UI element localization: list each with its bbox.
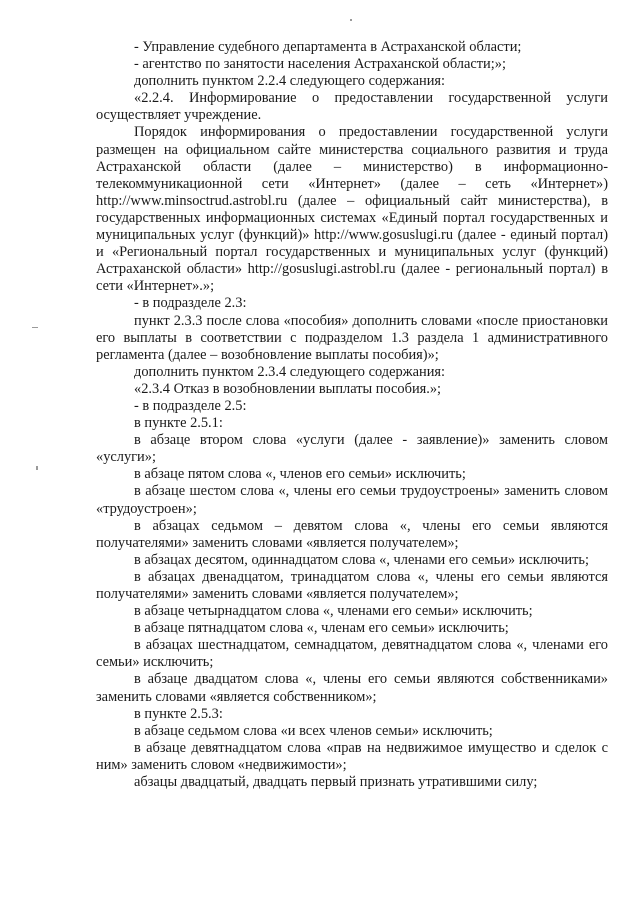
paragraph: дополнить пунктом 2.3.4 следующего содержания:: [134, 363, 446, 380]
paragraph: - в подразделе 2.5:: [134, 397, 247, 414]
paragraph: абзацы двадцатый, двадцать первый признать утратившими силу;: [134, 774, 538, 791]
paragraph: в абзаце пятом слова «, членов его семьи» исключить;: [134, 466, 466, 483]
paragraph: «2.3.4 Отказ в возобновлении выплаты пособия.»;: [134, 380, 442, 397]
paragraph: в абзацах двенадцатом, тринадцатом слова «, члены его семьи являются получателями» заменить словами «является получателем»;: [96, 568, 608, 602]
paragraph: в абзаце девятнадцатом слова «прав на недвижимое имущество и сделок с ним» заменить словом «недвижимости»;: [96, 739, 608, 773]
paragraph: в абзаце двадцатом слова «, члены его семьи являются собственниками» заменить словами «является собственником»;: [96, 671, 608, 705]
paragraph: «2.2.4. Информирование о предоставлении государственной услуги осуществляет учреждение.: [96, 90, 608, 124]
paragraph: в абзаце пятнадцатом слова «, членам его семьи» исключить;: [134, 620, 509, 637]
paragraph: - Управление судебного департамента в Астраханской области;: [134, 39, 522, 55]
paragraph: в абзацах седьмом – девятом слова «, члены его семьи являются получателями» заменить словами «является получателем»;: [96, 517, 608, 551]
paragraph: в абзацах десятом, одиннадцатом слова «, членами его семьи» исключить;: [134, 551, 589, 568]
paragraph: - агентство по занятости населения Астраханской области;»;: [134, 56, 506, 73]
paragraph: дополнить пунктом 2.2.4 следующего содержания:: [134, 73, 446, 90]
document-body: [96, 39, 608, 791]
paragraph: пункт 2.3.3 после слова «пособия» дополнить словами «после приостановки его выплаты в соответствии с подразделом 1.3 раздела 1 административного регламента (далее – возобновление выплаты пособия)»;: [96, 312, 608, 363]
paragraph: в абзаце четырнадцатом слова «, членами его семьи» исключить;: [134, 603, 533, 620]
paragraph: в абзаце седьмом слова «и всех членов семьи» исключить;: [134, 722, 493, 739]
paragraph: Порядок информирования о предоставлении государственной услуги размещен на официальном сайте министерства социального развития и труда Астраханской области (далее – министерство) в информационно-телекоммуникационной сети «Интернет» (далее – сеть «Интернет») http://www.minsoctrud.astrobl.ru (далее – официальный сайт министерства), в государственных информационных системах «Единый портал государственных и муниципальных услуг (функций)» http://www.gosuslugi.ru (далее - единый портал) и «Региональный портал государственных и муниципальных услуг (функций) Астраханской области» http://gosuslugi.astrobl.ru (далее - региональный портал) в сети «Интернет».»;: [96, 124, 608, 295]
paragraph: в абзаце шестом слова «, члены его семьи трудоустроены» заменить словом «трудоустроен»;: [96, 483, 608, 517]
scan-speck: [36, 466, 38, 470]
paragraph: в абзацах шестнадцатом, семнадцатом, девятнадцатом слова «, членами его семьи» исключить;: [96, 637, 608, 671]
scan-speck: [32, 327, 38, 328]
paragraph: - в подразделе 2.3:: [134, 295, 247, 312]
paragraph: в абзаце втором слова «услуги (далее - заявление)» заменить словом «услуги»;: [96, 432, 608, 466]
paragraph: в пункте 2.5.1:: [134, 415, 223, 432]
paragraph: в пункте 2.5.3:: [134, 705, 223, 722]
scan-speck: [350, 19, 352, 21]
